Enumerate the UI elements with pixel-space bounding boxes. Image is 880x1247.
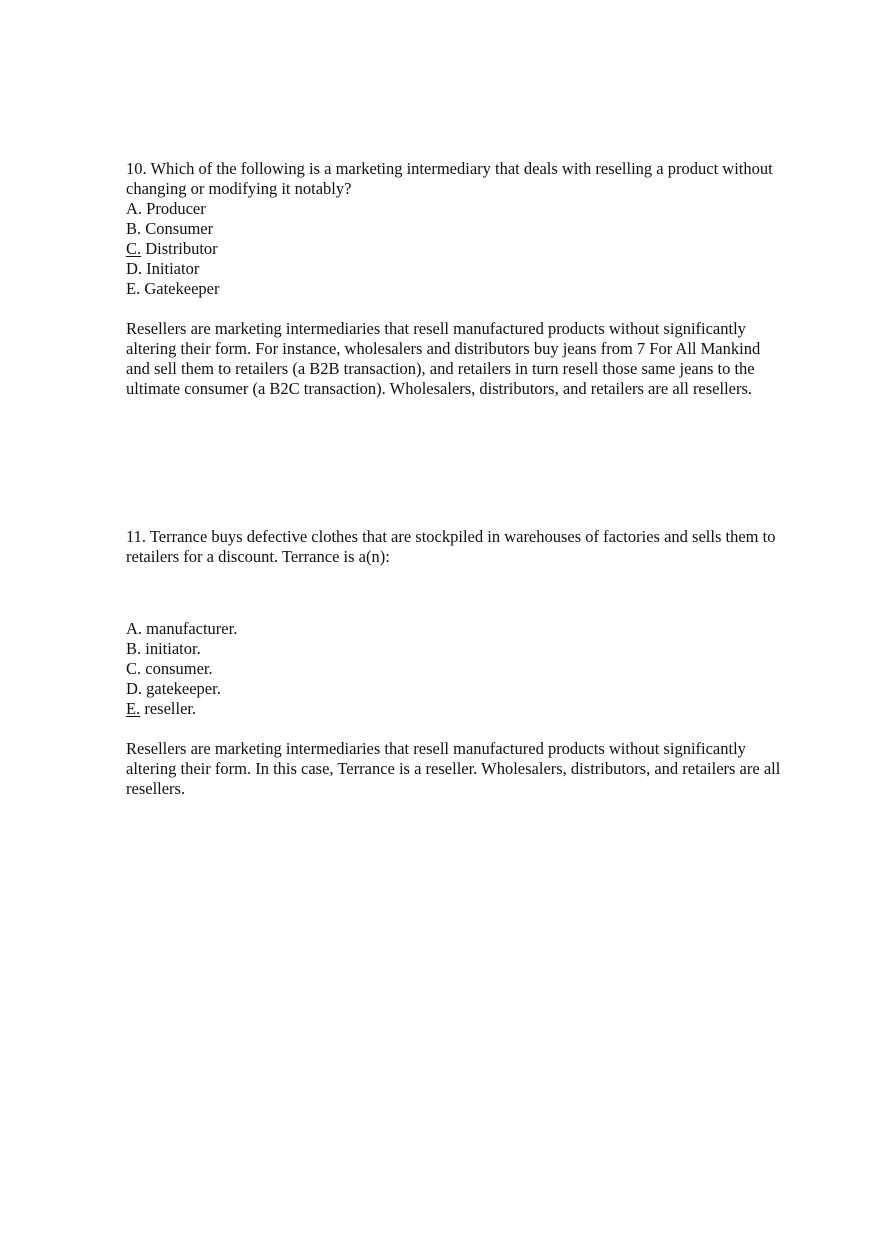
answer-explanation: Resellers are marketing intermediaries that resell manufactured products without significantly altering their form. For instance, wholesalers and distributors buy jeans from 7 For All Mankind and sell them to retailers (a B2B transaction), and retailers in turn resell those same jeans to the ultimate consumer (a B2C transaction). Wholesalers, distributors, and retailers are all resellers.: [126, 319, 761, 398]
option-c: [126, 239, 786, 259]
option-letter: C.: [126, 659, 142, 678]
question-11: [126, 527, 786, 799]
option-letter: D.: [126, 259, 143, 278]
option-letter: B.: [126, 639, 142, 658]
option-letter: A.: [126, 619, 143, 638]
option-letter: E.: [126, 279, 141, 298]
option-b: [126, 639, 786, 659]
answer-options: [126, 199, 786, 299]
question-10: [126, 159, 786, 399]
option-c: [126, 659, 786, 679]
answer-options: [126, 619, 786, 719]
option-text: Gatekeeper: [144, 279, 220, 298]
option-text: Initiator: [146, 259, 200, 278]
option-text: Distributor: [145, 239, 218, 258]
option-letter-correct: E.: [126, 699, 141, 718]
option-d: [126, 259, 786, 279]
option-text: initiator.: [145, 639, 201, 658]
option-text: reseller.: [144, 699, 197, 718]
option-e: [126, 699, 786, 719]
answer-explanation: Resellers are marketing intermediaries that resell manufactured products without significantly altering their form. In this case, Terrance is a reseller. Wholesalers, distributors, and retailers are all resellers.: [126, 739, 781, 798]
option-letter: A.: [126, 199, 143, 218]
option-text: manufacturer.: [146, 619, 238, 638]
option-text: consumer.: [145, 659, 213, 678]
option-a: [126, 619, 786, 639]
option-e: [126, 279, 786, 299]
option-b: [126, 219, 786, 239]
question-stem: 11. Terrance buys defective clothes that are stockpiled in warehouses of factories and sells them to retailers for a discount. Terrance is a(n):: [126, 527, 776, 566]
option-text: gatekeeper.: [146, 679, 221, 698]
option-letter: B.: [126, 219, 142, 238]
question-stem: 10. Which of the following is a marketing intermediary that deals with reselling a product without changing or modifying it notably?: [126, 159, 773, 198]
option-a: [126, 199, 786, 219]
option-d: [126, 679, 786, 699]
option-letter: D.: [126, 679, 143, 698]
option-letter-correct: C.: [126, 239, 142, 258]
option-text: Consumer: [145, 219, 214, 238]
option-text: Producer: [146, 199, 206, 218]
